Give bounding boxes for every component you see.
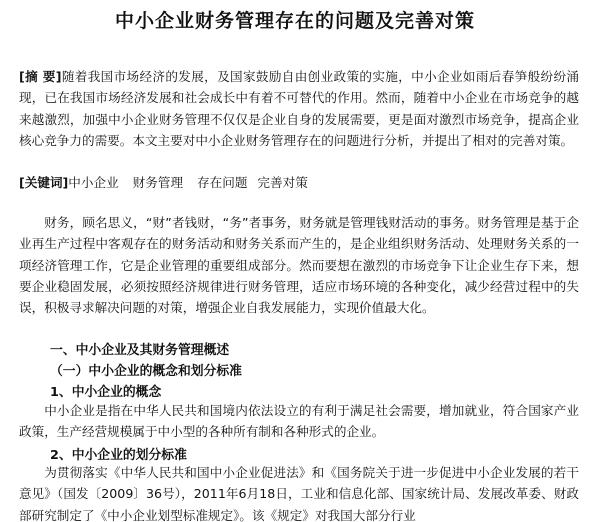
item-2-paragraph: 为贯彻落实《中华人民共和国中小企业促进法》和《国务院关于进一步促进中小企业发展的若干意见》（国发〔2009〕36号），2011年6月18日，工业和信息化部、国家统计局、发展改革委、财政部研究制定了《中小企业划型标准规定》。该《规定》对我国大部分行业 bbox=[19, 465, 579, 522]
item-heading-1: 1、中小企业的概念 bbox=[50, 385, 162, 400]
keyword-1: 中小企业 bbox=[68, 175, 119, 190]
section-heading-1: 一、中小企业及其财务管理概述 bbox=[50, 343, 230, 358]
keyword-4: 完善对策 bbox=[257, 175, 308, 190]
keyword-2: 财务管理 bbox=[132, 175, 184, 190]
intro-paragraph: 财务，顾名思义，“财”者钱财，“务”者事务，财务就是管理钱财活动的事务。财务管理是基于企业再生产过程中客观存在的财务活动和财务关系而产生的，是企业组织财务活动、处理财务关系的一项经济管理工作，它是企业管理的重要组成部分。然而要想在激烈的市场竞争下让企业生存下来，想要企业稳固发展，必须按照经济规律进行财务管理，适应市场环境的各种变化，减少经营过程中的失误，积极寻求解决问题的对策，增强企业自我发展能力，实现价值最大化。 bbox=[19, 215, 579, 316]
keywords-line bbox=[19, 172, 579, 193]
item-heading-2: 2、中小企业的划分标准 bbox=[50, 448, 187, 463]
keyword-3: 存在问题 bbox=[197, 175, 248, 190]
abstract-paragraph bbox=[19, 66, 579, 151]
keywords-label: [关键词] bbox=[19, 175, 69, 190]
abstract-text: 随着我国市场经济的发展，及国家鼓励自由创业政策的实施，中小企业如雨后春笋般纷纷涌现，已在我国市场经济发展和社会成长中有着不可替代的作用。然而，随着中小企业在市场竞争的越来越激烈，加强中小企业财务管理不仅仅是企业自身的发展需要，更是面对激烈市场竞争，提高企业核心竞争力的需要。本文主要对中小企业财务管理存在的问题进行分析，并提出了相对的完善对策。 bbox=[19, 69, 579, 148]
subsection-heading-1: （一）中小企业的概念和划分标准 bbox=[50, 364, 242, 379]
abstract-label: [摘 要] bbox=[19, 69, 62, 84]
item-1-paragraph: 中小企业是指在中华人民共和国境内依法设立的有利于满足社会需要，增加就业，符合国家产业政策，生产经营规模属于中小型的各种所有制和各种形式的企业。 bbox=[19, 403, 579, 440]
document-title: 中小企业财务管理存在的问题及完善对策 bbox=[114, 10, 475, 32]
